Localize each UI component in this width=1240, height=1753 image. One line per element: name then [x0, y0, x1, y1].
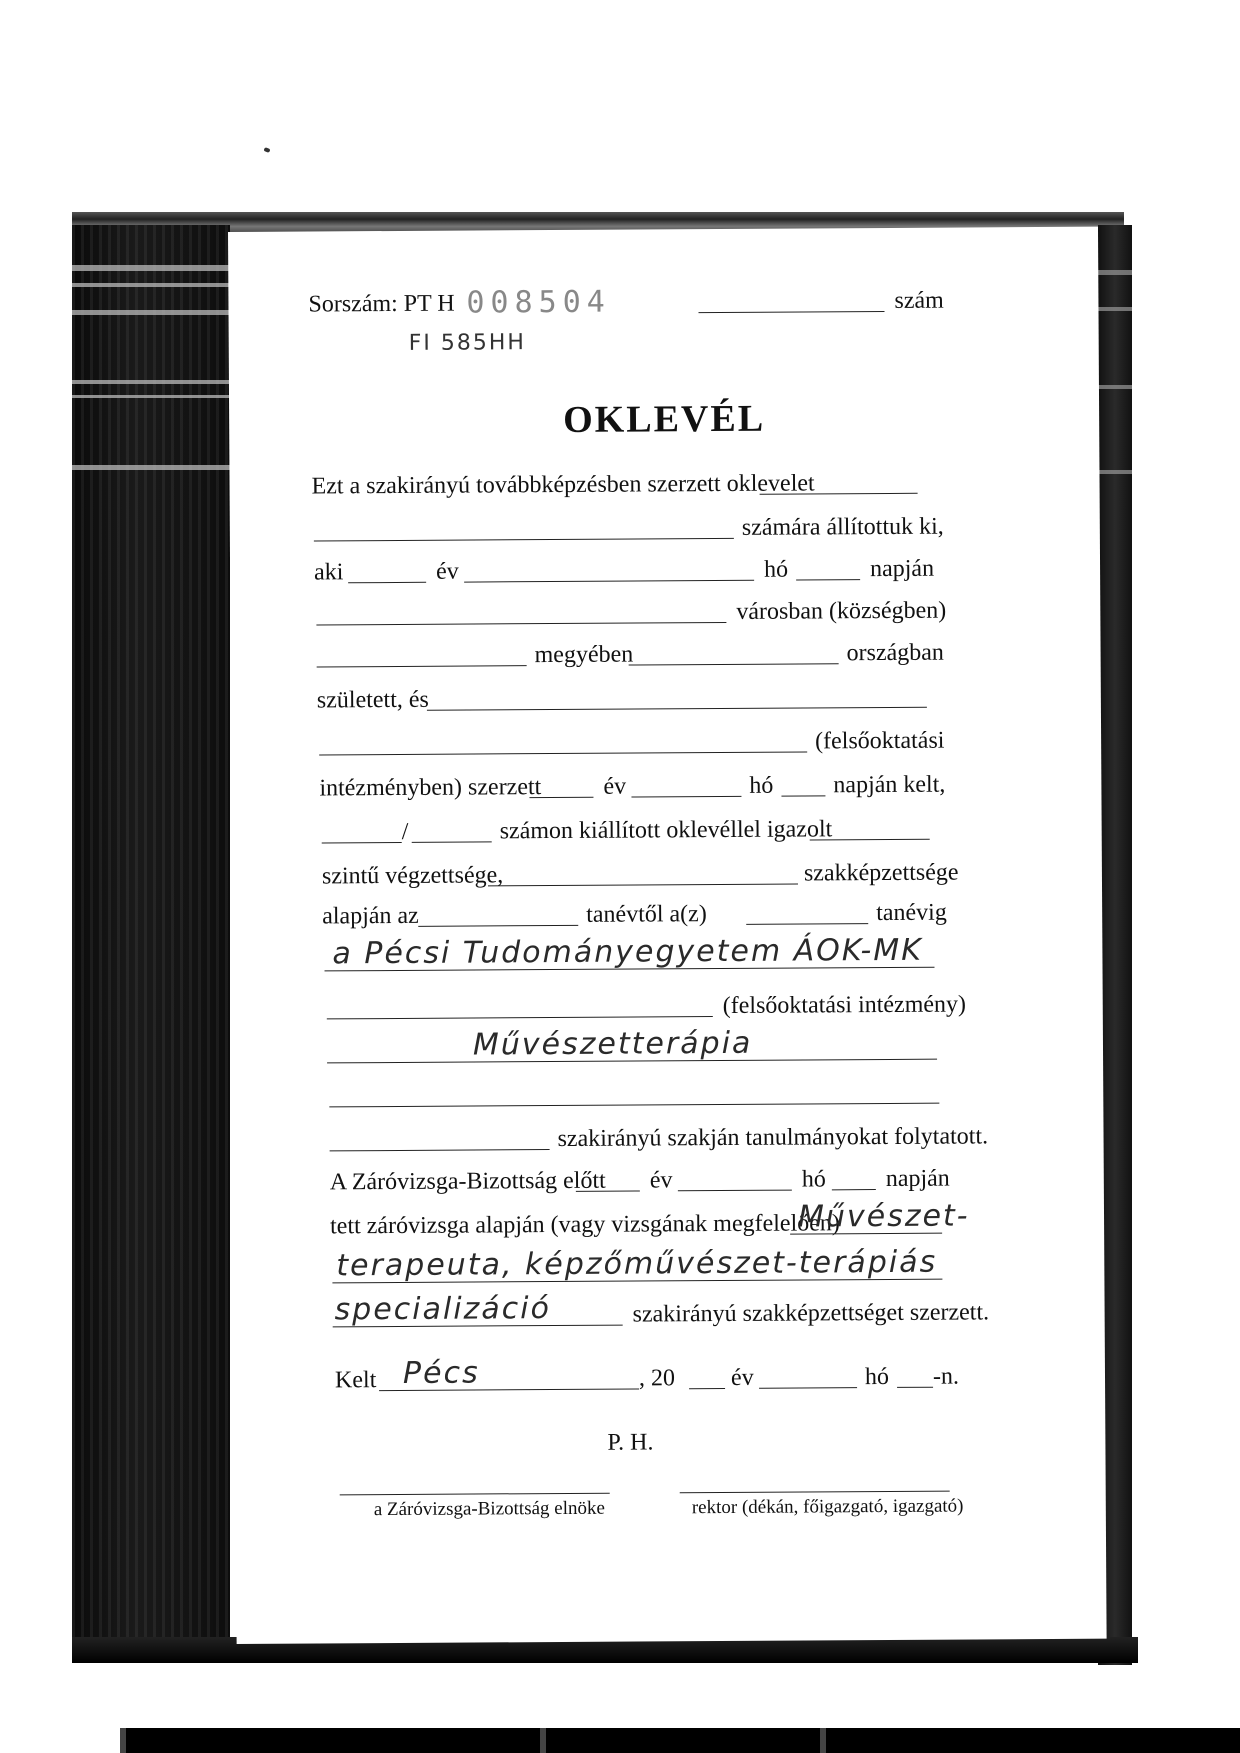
blank-line	[412, 841, 492, 842]
blank-line	[810, 839, 930, 841]
certificate-page	[228, 227, 1107, 1644]
blank-line	[319, 751, 807, 755]
signature-caption-right: rektor (dékán, főigazgató, igazgató)	[691, 1495, 964, 1519]
szuletett-text: született, és	[316, 686, 429, 714]
blank-line	[576, 1191, 640, 1192]
megyeben-text: megyében	[534, 641, 634, 669]
blank-line	[314, 538, 734, 542]
document-title: OKLEVÉL	[563, 397, 766, 441]
handwritten-qualification-2: terapeuta, képzőművészet-terápiás	[336, 1244, 938, 1284]
blank-line	[529, 797, 593, 798]
stamp-place-text: P. H.	[607, 1429, 654, 1456]
blank-line	[488, 884, 798, 887]
blank-line	[464, 580, 754, 583]
tett-text: tett záróvizsga alapján (vagy vizsgának megfelelően)	[329, 1210, 840, 1240]
ev-text: év	[730, 1364, 754, 1391]
blank-line	[759, 1387, 857, 1389]
handwritten-qualification-3: specializáció	[334, 1291, 552, 1328]
blank-line	[348, 582, 426, 583]
handwritten-field: Művészetterápia	[472, 1025, 753, 1063]
ho-text: hó	[864, 1363, 890, 1391]
handwritten-city: Pécs	[402, 1355, 480, 1391]
szakkepzettsege-text: szakképzettsége	[803, 859, 959, 887]
ho-text: hó	[763, 556, 789, 583]
szamon-text: számon kiállított oklevéllel igazolt	[499, 816, 833, 845]
ev-text: év	[603, 773, 627, 800]
slash-text: /	[401, 818, 409, 845]
number-label: szám	[894, 287, 944, 314]
felsooktatasi-open-text: (felsőoktatási	[815, 727, 945, 755]
signature-caption-left: a Záróvizsga-Bizottság elnöke	[373, 1497, 605, 1521]
blank-line	[781, 795, 825, 796]
blank-line	[316, 622, 726, 626]
blank-line	[746, 923, 868, 925]
blank-line	[631, 796, 741, 798]
blank-line	[327, 1016, 713, 1019]
issued-for-text: számára állítottuk ki,	[741, 513, 944, 541]
szakiranyu-szakjan-text: szakirányú szakján tanulmányokat folytatott.	[557, 1123, 989, 1153]
blank-line	[322, 842, 402, 843]
napjan-kelt-text: napján kelt,	[833, 771, 946, 799]
scan-speck	[263, 147, 270, 153]
handwritten-institution: a Pécsi Tudományegyetem ÁOK-MK	[332, 932, 923, 972]
handwritten-qualification-1: Művészet-	[797, 1198, 970, 1235]
blank-line	[629, 663, 839, 665]
scan-bottom-strip	[120, 1728, 1240, 1753]
handwritten-code-row	[229, 330, 1099, 360]
napjan-text: napján	[885, 1165, 950, 1192]
scan-frame-left	[72, 225, 230, 1657]
felsooktatasi-intezmeny-text: (felsőoktatási intézmény)	[722, 991, 967, 1019]
intezmenyben-text: intézményben) szerzett	[319, 774, 542, 802]
serial-label: Sorszám: PT H	[308, 290, 455, 318]
szintu-text: szintű végzettsége,	[321, 862, 504, 890]
ev-text: év	[649, 1167, 673, 1194]
intro-text: Ezt a szakirányú továbbképzésben szerzett oklevelet	[311, 470, 815, 500]
tanevig-text: tanévig	[876, 899, 947, 927]
handwritten-code: FI 585HH	[408, 330, 526, 356]
number-line	[698, 311, 884, 313]
blank-line	[689, 1388, 725, 1389]
blank-line	[330, 1149, 550, 1151]
blank-line	[329, 1103, 939, 1108]
aki-text: aki	[314, 559, 344, 586]
varosban-text: városban (községben)	[736, 597, 947, 625]
year-prefix-text: , 20	[638, 1365, 676, 1392]
ho-text: hó	[801, 1166, 826, 1193]
tanevtol-text: tanévtől a(z)	[586, 901, 707, 928]
blank-line	[427, 707, 927, 711]
ev-text: év	[435, 558, 459, 585]
zarovizsga-text: A Záróvizsga-Bizottság előtt	[329, 1167, 606, 1196]
ho-text: hó	[749, 772, 774, 799]
alapjan-text: alapján az	[322, 902, 419, 930]
serial-number: 008504	[466, 284, 611, 321]
blank-line	[796, 579, 860, 580]
kelt-text: Kelt	[334, 1367, 377, 1394]
n-suffix-text: -n.	[932, 1363, 960, 1390]
napjan-text: napján	[869, 555, 935, 583]
blank-line	[897, 1387, 933, 1388]
blank-line	[760, 493, 918, 495]
blank-line	[832, 1189, 876, 1190]
orszagban-text: országban	[846, 639, 944, 667]
szakkepzettseget-text: szakirányú szakképzettséget szerzett.	[632, 1299, 990, 1328]
blank-line	[317, 665, 527, 667]
serial-row	[229, 284, 1099, 321]
blank-line	[678, 1190, 792, 1192]
blank-line	[418, 925, 578, 927]
